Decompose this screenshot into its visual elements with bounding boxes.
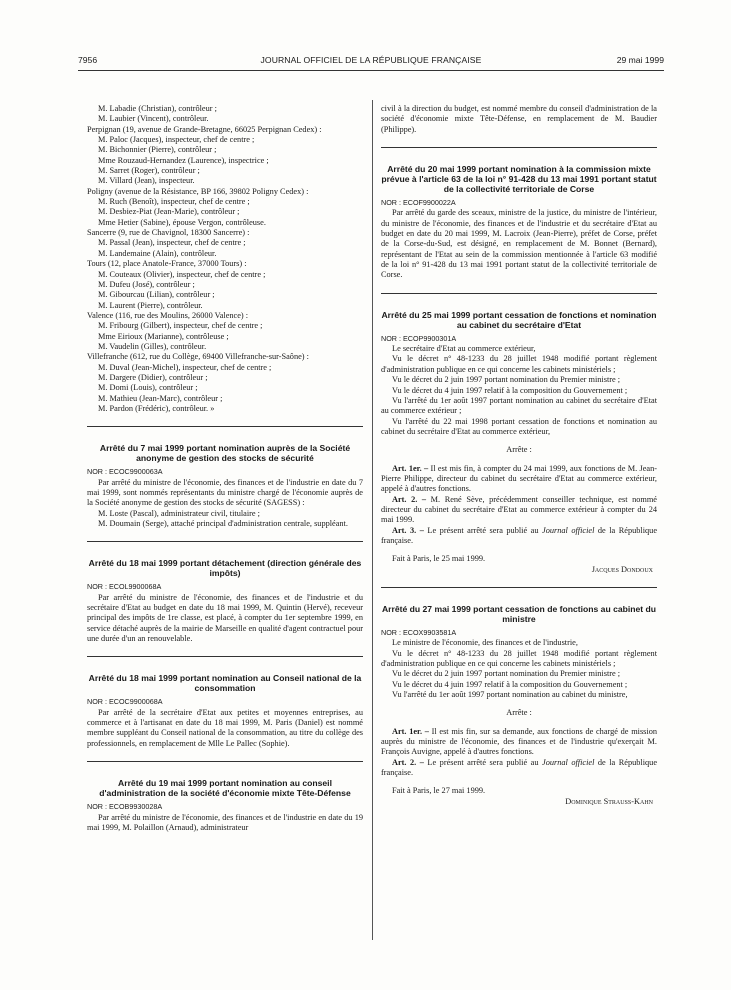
article-label: Art. 2. – xyxy=(392,757,424,767)
list-item: M. Landemaine (Alain), contrôleur. xyxy=(98,248,217,258)
decree-title: Arrêté du 7 mai 1999 portant nomination auprès de la Société anonyme de gestion des stocks de sécurité xyxy=(99,443,351,464)
signing-place-date: Fait à Paris, le 27 mai 1999. xyxy=(392,786,486,796)
list-item: M. Labadie (Christian), contrôleur ; xyxy=(98,104,217,113)
page-number: 7956 xyxy=(78,55,98,65)
article-label: Art. 1er. – xyxy=(392,726,429,736)
list-item: M. Domi (Louis), contrôleur ; xyxy=(98,383,198,393)
section-divider xyxy=(87,761,363,762)
article-text: Le présent arrêté sera publié au xyxy=(427,757,539,767)
list-item: M. Passal (Jean), inspecteur, chef de centre ; xyxy=(98,238,246,248)
article-text: M. René Sève, précédemment conseiller technique, est nommé directeur du cabinet du secrétaire d'Etat au commerce extérieur à compter du 24 mai 1999. xyxy=(381,494,657,525)
article-text: de la République française. xyxy=(381,525,657,545)
centre-heading: Sancerre (9, rue de Chavignol, 18300 Sancerre) : xyxy=(87,228,250,238)
list-item: M. Gibourcau (Lilian), contrôleur ; xyxy=(98,290,215,300)
section-divider xyxy=(381,147,657,148)
nor-reference: NOR : ECOF9900022A xyxy=(381,198,456,208)
list-item: M. Laubier (Vincent), contrôleur. xyxy=(98,114,209,124)
list-item: M. Sarret (Roger), contrôleur ; xyxy=(98,166,200,176)
article-text: Il est mis fin, à compter du 24 mai 1999, aux fonctions de M. Jean-Pierre Philippe, directeur du cabinet du secrétaire d'Etat au commerce extérieur, appelé à d'autres fonctions. xyxy=(381,463,657,494)
list-item: Mme Eirioux (Marianne), contrôleuse ; xyxy=(98,331,229,341)
list-item: M. Loste (Pascal), administrateur civil, titulaire ; xyxy=(98,508,260,518)
visa-clause: Vu le décret du 2 juin 1997 portant nomination du Premier ministre ; xyxy=(392,669,621,679)
journal-name: Journal officiel xyxy=(542,757,595,767)
left-column xyxy=(87,104,363,833)
column-divider xyxy=(372,100,373,940)
list-item: M. Laurent (Pierre), contrôleur. xyxy=(98,300,203,310)
visa-clause: Vu le décret n° 48-1233 du 28 juillet 1948 modifié portant règlement d'administration publique en ce qui concerne les cabinets ministériels ; xyxy=(381,354,657,374)
signature: Jacques Dondoux xyxy=(591,564,653,574)
visa-clause: Vu le décret n° 48-1233 du 28 juillet 1948 modifié portant règlement d'administration publique en ce qui concerne les cabinets ministériels ; xyxy=(381,648,657,669)
decree-text: Par arrêté du ministre de l'économie, des finances et de l'industrie et du secrétaire d'Etat au budget en date du 18 mai 1999, M. Quintin (Hervé), receveur principal des impôts de 1re classe, est placé, à compter du 1er septembre 1999, en service détaché auprès de la mairie de Marseille en qualité d'agent contractuel pour une durée d'un an renouvelable. xyxy=(87,592,363,644)
nor-reference: NOR : ECOC9900068A xyxy=(87,697,163,707)
visa-clause: Vu l'arrêté du 1er août 1997 portant nomination au cabinet du ministre, xyxy=(392,690,628,700)
article-label: Art. 3. – xyxy=(392,525,424,535)
article xyxy=(381,464,657,495)
list-item: M. Mathieu (Jean-Marc), contrôleur ; xyxy=(98,393,223,403)
nor-reference: NOR : ECOX9903581A xyxy=(381,628,457,637)
decree-title: Arrêté du 19 mai 1999 portant nomination au conseil d'administration de la société d'économie mixte Tête-Défense xyxy=(99,778,351,799)
list-item: Mme Rouzaud-Hernandez (Laurence), inspectrice ; xyxy=(98,155,269,165)
decree-text: civil à la direction du budget, est nommé membre du conseil d'administration de la société d'économie mixte Tête-Défense, en remplacement de M. Baudier (Philippe). xyxy=(381,104,657,134)
visa-clause: Vu le décret du 4 juin 1997 relatif à la composition du Gouvernement ; xyxy=(392,385,628,395)
decree-text: Par arrêté du ministre de l'économie, des finances et de l'industrie en date du 19 mai 1999, M. Polaillon (Arnaud), administrateur xyxy=(87,812,363,832)
section-divider xyxy=(87,541,363,542)
list-item: M. Doumain (Serge), attaché principal d'administration centrale, suppléant. xyxy=(98,519,348,529)
centre-heading: Valence (116, rue des Moulins, 26000 Valence) : xyxy=(87,310,249,320)
decree-title: Arrêté du 18 mai 1999 portant détachement (direction générale des impôts) xyxy=(88,558,362,579)
article-label: Art. 1er. – xyxy=(392,463,429,473)
header-rule xyxy=(78,70,664,71)
list-item: M. Pardon (Frédéric), contrôleur. » xyxy=(98,403,215,413)
signature: Dominique Strauss-Kahn xyxy=(565,796,653,806)
decree-text: Par arrêté du garde des sceaux, ministre de la justice, du ministre de l'intérieur, du ministre de l'économie, des finances et de l'industrie et du secrétaire d'Etat au budget en date du 20 mai 1999, M. Lacroix (Jean-Pierre), préfet de Corse, préfet de la Corse-du-Sud, est désigné, en remplacement de M. Bonnet (Bernard), représentant de l'Etat au sein de la commission mentionnée à l'article 63 modifié de la loi n° 91-428 du 13 mai 1991 portant statut de la collectivité territoriale de Corse. xyxy=(381,208,657,280)
section-divider xyxy=(381,293,657,294)
nor-reference: NOR : ECOC9900063A xyxy=(87,467,163,477)
visa-clause: Vu l'arrêté du 22 mai 1998 portant cessation de fonctions et nomination au cabinet du secrétaire d'Etat au commerce extérieur, xyxy=(381,416,657,436)
arrete-heading: Arrête : xyxy=(506,708,532,718)
visa-clause: Vu le décret du 4 juin 1997 relatif à la composition du Gouvernement ; xyxy=(392,679,628,689)
decree-title: Arrêté du 25 mai 1999 portant cessation de fonctions et nomination au cabinet du secrétaire d'Etat xyxy=(381,309,657,330)
decree-text: Le ministre de l'économie, des finances et de l'industrie, xyxy=(392,638,578,648)
journal-title: JOURNAL OFFICIEL DE LA RÉPUBLIQUE FRANÇAISE xyxy=(260,55,482,65)
section-divider xyxy=(87,656,363,657)
article-text: Le présent arrêté sera publié au xyxy=(427,525,539,535)
decree-title: Arrêté du 27 mai 1999 portant cessation de fonctions au cabinet du ministre xyxy=(381,604,657,624)
list-item: M. Paloc (Jacques), inspecteur, chef de centre ; xyxy=(98,135,255,145)
signing-place-date: Fait à Paris, le 25 mai 1999. xyxy=(392,554,486,564)
decree-text: Le secrétaire d'Etat au commerce extérieur, xyxy=(392,344,536,354)
section-divider xyxy=(87,426,363,427)
list-item: M. Bichonnier (Pierre), contrôleur ; xyxy=(98,145,217,155)
article-text: Il est mis fin, sur sa demande, aux fonctions de chargé de mission auprès du ministre de l'économie, des finances et de l'industrie qu'exerçait M. François Auvigne, appelé à d'autres fonctions. xyxy=(381,726,658,757)
decree-title: Arrêté du 20 mai 1999 portant nomination à la commission mixte prévue à l'article 63 de la loi n° 91-428 du 13 mai 1991 portant statut de la collectivité territoriale de Corse xyxy=(381,164,657,195)
article-label: Art. 2. – xyxy=(392,494,427,504)
list-item: M. Duval (Jean-Michel), inspecteur, chef de centre ; xyxy=(98,362,272,372)
list-item: Mme Hetier (Sabine), épouse Vergon, contrôleuse. xyxy=(98,217,266,227)
right-column xyxy=(381,104,657,807)
list-item: M. Desbiez-Piat (Jean-Marie), contrôleur ; xyxy=(98,207,240,217)
list-item: M. Dargere (Didier), contrôleur ; xyxy=(98,372,208,382)
article xyxy=(381,495,657,526)
article xyxy=(381,758,657,779)
article xyxy=(381,727,657,758)
list-item: M. Fribourg (Gilbert), inspecteur, chef de centre ; xyxy=(98,321,263,331)
nor-reference: NOR : ECOL9900068A xyxy=(87,582,162,592)
list-item: M. Villard (Jean), inspecteur. xyxy=(98,176,195,186)
article-text: de la République française. xyxy=(381,757,657,778)
arrete-heading: Arrête : xyxy=(506,445,532,455)
centre-heading: Tours (12, place Anatole-France, 37000 Tours) : xyxy=(87,259,247,269)
decree-text: Par arrêté du ministre de l'économie, des finances et de l'industrie en date du 7 mai 1999, sont nommés représentants du ministre chargé de l'économie auprès de la Société anonyme de gestion des stocks de sécurité (SAGESS) : xyxy=(87,477,363,508)
journal-name: Journal officiel xyxy=(542,525,595,535)
section-divider xyxy=(381,587,657,588)
list-item: M. Couteaux (Olivier), inspecteur, chef de centre ; xyxy=(98,269,266,279)
article xyxy=(381,526,657,547)
visa-clause: Vu le décret du 2 juin 1997 portant nomination du Premier ministre ; xyxy=(392,375,621,385)
centre-heading: Poligny (avenue de la Résistance, BP 166, 39802 Poligny Cedex) : xyxy=(87,186,309,196)
list-item: M. Dufeu (José), contrôleur ; xyxy=(98,279,195,289)
centre-heading: Perpignan (19, avenue de Grande-Bretagne, 66025 Perpignan Cedex) : xyxy=(87,124,322,134)
nor-reference: NOR : ECOB9930028A xyxy=(87,802,163,812)
decree-text: Par arrêté de la secrétaire d'Etat aux petites et moyennes entreprises, au commerce et à l'artisanat en date du 18 mai 1999, M. Paris (Daniel) est nommé membre suppléant du Conseil national de la consommation, au titre du collège des professionnels, en remplacement de Mlle Le Pallec (Sophie). xyxy=(87,707,363,748)
page-header xyxy=(78,55,664,69)
list-item: M. Ruch (Benoît), inspecteur, chef de centre ; xyxy=(98,197,250,207)
list-item: M. Vaudelin (Gilles), contrôleur. xyxy=(98,341,207,351)
visa-clause: Vu l'arrêté du 1er août 1997 portant nomination au cabinet du secrétaire d'Etat au commerce extérieur ; xyxy=(381,395,657,416)
centre-heading: Villefranche (612, rue du Collège, 69400 Villefranche-sur-Saône) : xyxy=(87,352,309,362)
nor-reference: NOR : ECOP9900301A xyxy=(381,333,457,343)
issue-date: 29 mai 1999 xyxy=(616,55,664,65)
decree-title: Arrêté du 18 mai 1999 portant nomination au Conseil national de la consommation xyxy=(88,673,362,694)
